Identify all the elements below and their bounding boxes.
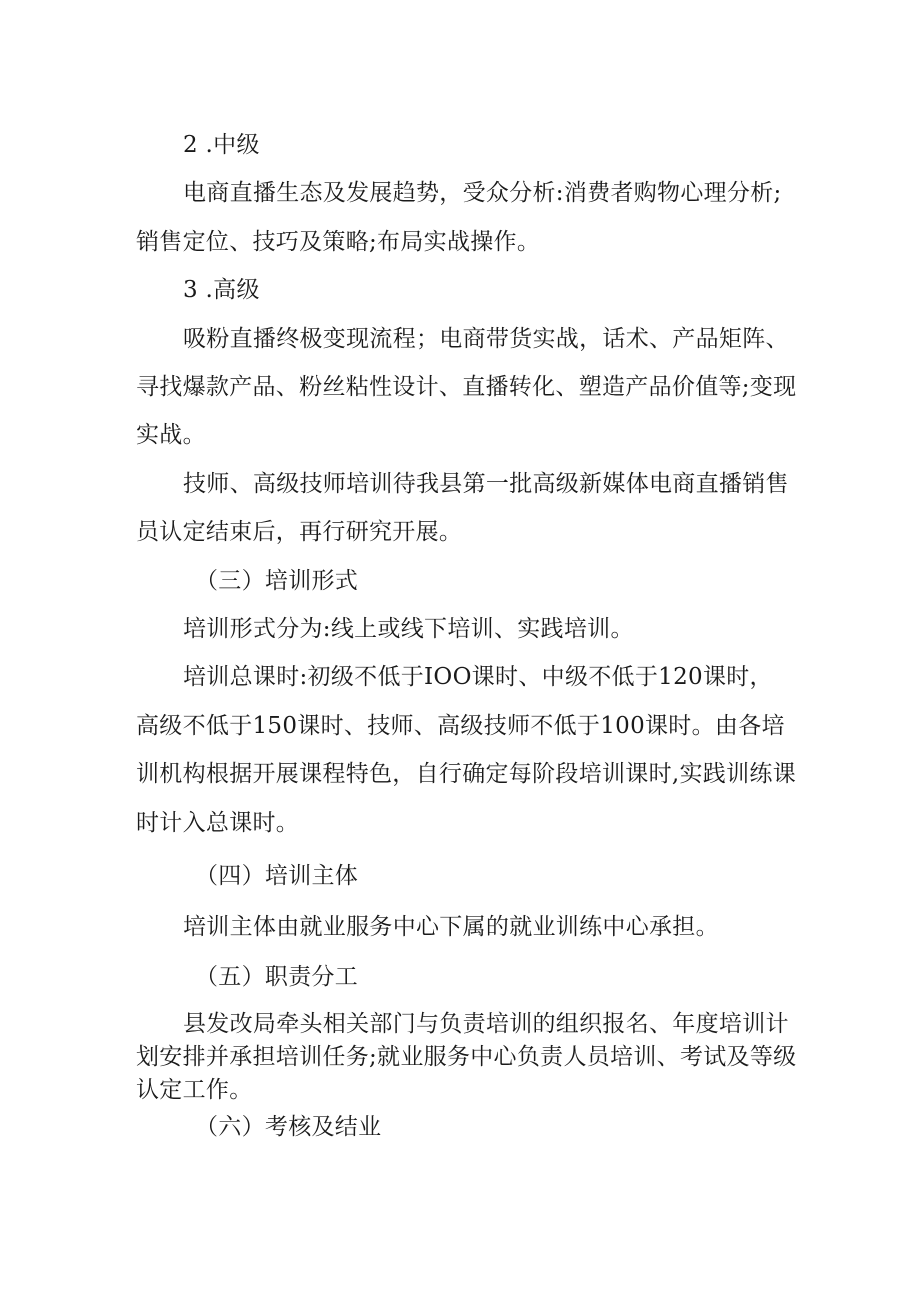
paragraph-line: 培训总课时:初级不低于IOO课时、中级不低于120课时，	[183, 664, 773, 690]
section-heading-assessment: （六）考核及结业	[195, 1114, 382, 1140]
paragraph-line: 技师、高级技师培训待我县第一批高级新媒体电商直播销售	[183, 471, 789, 497]
paragraph-line: 寻找爆款产品、粉丝粘性设计、直播转化、塑造产品价值等;变现	[136, 374, 797, 400]
paragraph-line: 划安排并承担培训任务;就业服务中心负责人员培训、考试及等级	[136, 1044, 797, 1070]
paragraph-line: 销售定位、技巧及策略;布局实战操作。	[136, 229, 541, 255]
paragraph-line: 员认定结束后，再行研究开展。	[136, 519, 463, 545]
paragraph-line: 认定工作。	[136, 1077, 253, 1103]
paragraph-line: 训机构根据开展课程特色，自行确定每阶段培训课时,实践训练课	[136, 761, 797, 787]
paragraph-line: 培训形式分为:线上或线下培训、实践培训。	[183, 616, 634, 642]
paragraph-line: 电商直播生态及发展趋势，受众分析:消费者购物心理分析;	[183, 180, 782, 206]
paragraph-line: 吸粉直播终极变现流程；电商带货实战，话术、产品矩阵、	[183, 326, 789, 352]
paragraph-line: 高级不低于150课时、技师、高级技师不低于100课时。由各培	[136, 713, 785, 739]
paragraph-line: 实战。	[136, 422, 206, 448]
paragraph-line: 培训主体由就业服务中心下属的就业训练中心承担。	[183, 914, 719, 940]
paragraph-line: 时计入总课时。	[136, 810, 300, 836]
subsection-heading-advanced: 3 .高级	[183, 277, 260, 303]
subsection-heading-intermediate: 2 .中级	[183, 132, 260, 158]
section-heading-training-body: （四）培训主体	[195, 863, 359, 889]
section-heading-duties: （五）职责分工	[195, 964, 359, 990]
section-heading-training-format: （三）培训形式	[195, 568, 359, 594]
paragraph-line: 县发改局牵头相关部门与负责培训的组织报名、年度培训计	[183, 1011, 789, 1037]
